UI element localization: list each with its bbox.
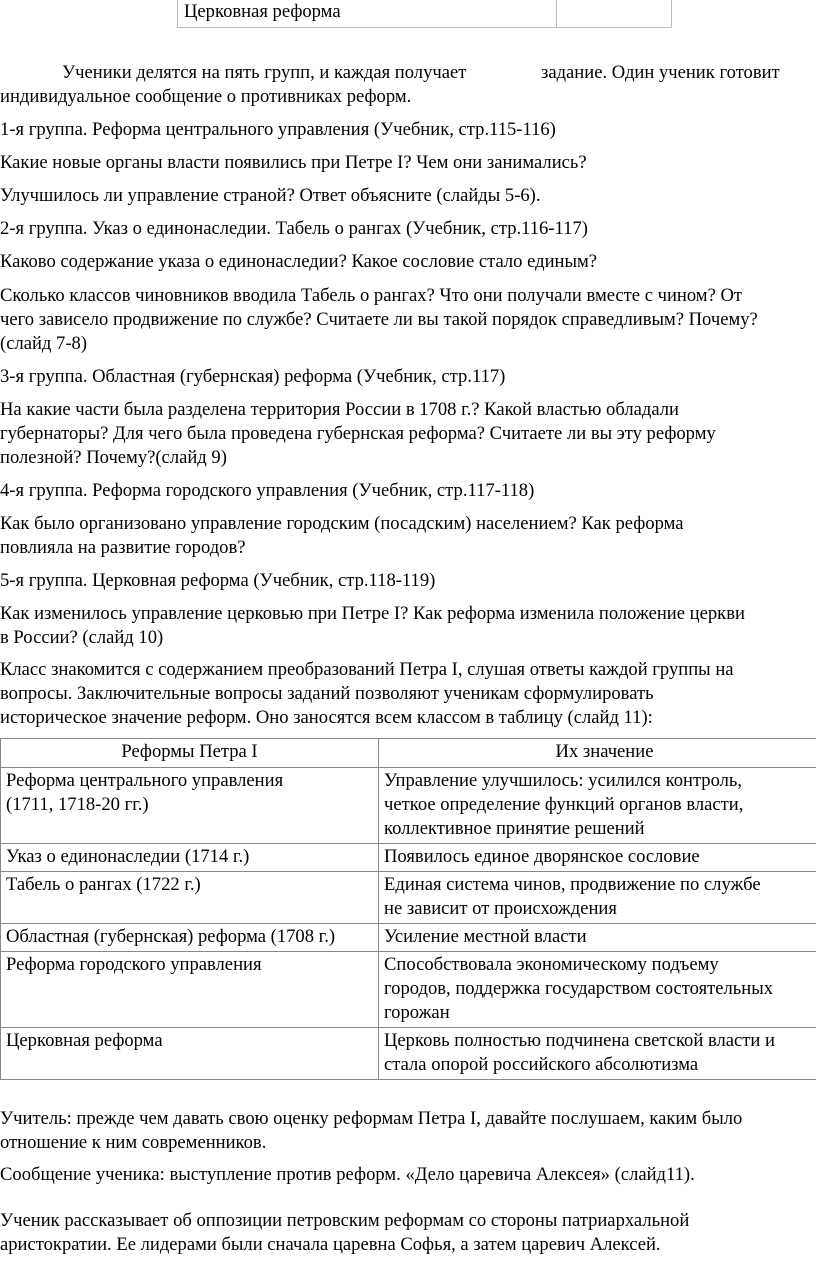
reform-cell [1,1028,379,1080]
group-1-question-1: Какие новые органы власти появились при Петре I? Чем они занимались? [0,152,587,173]
text-line: аристократии. Ее лидерами были сначала царевна Софья, а затем царевич Алексей. [0,1234,661,1255]
text-line: (1711, 1718-20 гг.) [6,794,149,815]
reform-cell [1,768,379,844]
text-line: не зависит от происхождения [384,898,617,919]
text-line: Появилось единое дворянское сословие [384,846,700,867]
column-header-meaning: Их значение [379,739,816,768]
text-line: горожан [384,1002,450,1023]
text-line: (слайд 7-8) [0,333,88,354]
table-row [1,872,816,924]
text-line: Церковь полностью подчинена светской власти и [384,1030,775,1051]
group-2-question-1: Каково содержание указа о единонаследии? Какое сословие стало единым? [0,251,598,272]
table-row [178,0,672,28]
group-5-question-1 [0,602,745,650]
text-line: вопросы. Заключительные вопросы заданий позволяют ученикам сформулировать [0,683,654,704]
top-table-fragment [177,0,672,28]
table-cell: Церковная реформа [178,0,557,28]
meaning-cell [379,844,816,872]
group-2-question-2 [0,284,758,356]
group-3-title: 3-я группа. Областная (губернская) реформа (Учебник, стр.117) [0,366,506,387]
intro-text-part-1: Ученики делятся на пять групп, и каждая получает [62,62,467,83]
teacher-paragraph [0,1107,742,1155]
text-line: Единая система чинов, продвижение по службе [384,874,761,895]
group-1-title: 1-я группа. Реформа центрального управления (Учебник, стр.115-116) [0,119,556,140]
text-line: стала опорой российского абсолютизма [384,1054,699,1075]
group-5-title: 5-я группа. Церковная реформа (Учебник, стр.118-119) [0,570,436,591]
group-3-question-1 [0,398,716,470]
final-paragraph [0,1209,689,1257]
meaning-cell [379,768,816,844]
column-header-reforms: Реформы Петра I [1,739,379,768]
text-line: Реформа центрального управления [6,770,284,791]
student-message: Сообщение ученика: выступление против реформ. «Дело царевича Алексея» (слайд11). [0,1164,695,1185]
table-row [1,768,816,844]
text-line: Церковная реформа [6,1030,163,1051]
class-paragraph [0,658,734,730]
reform-cell [1,952,379,1028]
reform-cell [1,844,379,872]
text-line: Класс знакомится с содержанием преобразований Петра I, слушая ответы каждой группы на [0,659,734,680]
text-line: полезной? Почему?(слайд 9) [0,447,227,468]
text-line: На какие части была разделена территория России в 1708 г.? Какой властью обладали [0,399,679,420]
reform-cell [1,924,379,952]
meaning-cell [379,872,816,924]
table-row [1,1028,816,1080]
text-line: чего зависело продвижение по службе? Считаете ли вы такой порядок справедливым? Почему? [0,309,758,330]
text-line: Указ о единонаследии (1714 г.) [6,846,250,867]
text-line: Способствовала экономическому подъему [384,954,719,975]
group-4-title: 4-я группа. Реформа городского управления (Учебник, стр.117-118) [0,480,535,501]
text-line: Как изменилось управление церковью при Петре I? Как реформа изменила положение церкви [0,603,745,624]
text-line: городов, поддержка государством состоятельных [384,978,774,999]
text-line: Областная (губернская) реформа (1708 г.) [6,926,336,947]
text-line: Сколько классов чиновников вводила Табель о рангах? Что они получали вместе с чином? От [0,285,743,306]
text-line: повлияла на развитие городов? [0,537,246,558]
text-line: Ученик рассказывает об оппозиции петровским реформам со стороны патриархальной [0,1210,690,1231]
group-4-question-1 [0,512,684,560]
reforms-table [0,738,816,1080]
text-line: Управление улучшилось: усилился контроль, [384,770,743,791]
text-line: Реформа городского управления [6,954,262,975]
text-line: отношение к ним современников. [0,1132,267,1153]
table-row [1,924,816,952]
text-line: Усиление местной власти [384,926,587,947]
text-line: Как было организовано управление городским (посадским) населением? Как реформа [0,513,684,534]
meaning-cell [379,924,816,952]
text-line: историческое значение реформ. Оно заносятся всем классом в таблицу (слайд 11): [0,707,653,728]
group-1-question-2: Улучшилось ли управление страной? Ответ объясните (слайды 5-6). [0,185,541,206]
table-cell [557,0,672,28]
intro-text-part-2: задание. Один ученик готовит [541,62,780,83]
intro-text-line-2: индивидуальное сообщение о противниках реформ. [0,86,412,107]
meaning-cell [379,1028,816,1080]
reform-cell [1,872,379,924]
text-line: в России? (слайд 10) [0,627,164,648]
text-line: Табель о рангах (1722 г.) [6,874,201,895]
table-row [1,844,816,872]
table-row [1,952,816,1028]
group-2-title: 2-я группа. Указ о единонаследии. Табель о рангах (Учебник, стр.116-117) [0,218,588,239]
text-line: губернаторы? Для чего была проведена губернская реформа? Считаете ли вы эту реформу [0,423,716,444]
meaning-cell [379,952,816,1028]
table-header-row [1,739,816,768]
text-line: Учитель: прежде чем давать свою оценку реформам Петра I, давайте послушаем, каким было [0,1108,743,1129]
text-line: коллективное принятие решений [384,818,645,839]
text-line: четкое определение функций органов власти, [384,794,744,815]
